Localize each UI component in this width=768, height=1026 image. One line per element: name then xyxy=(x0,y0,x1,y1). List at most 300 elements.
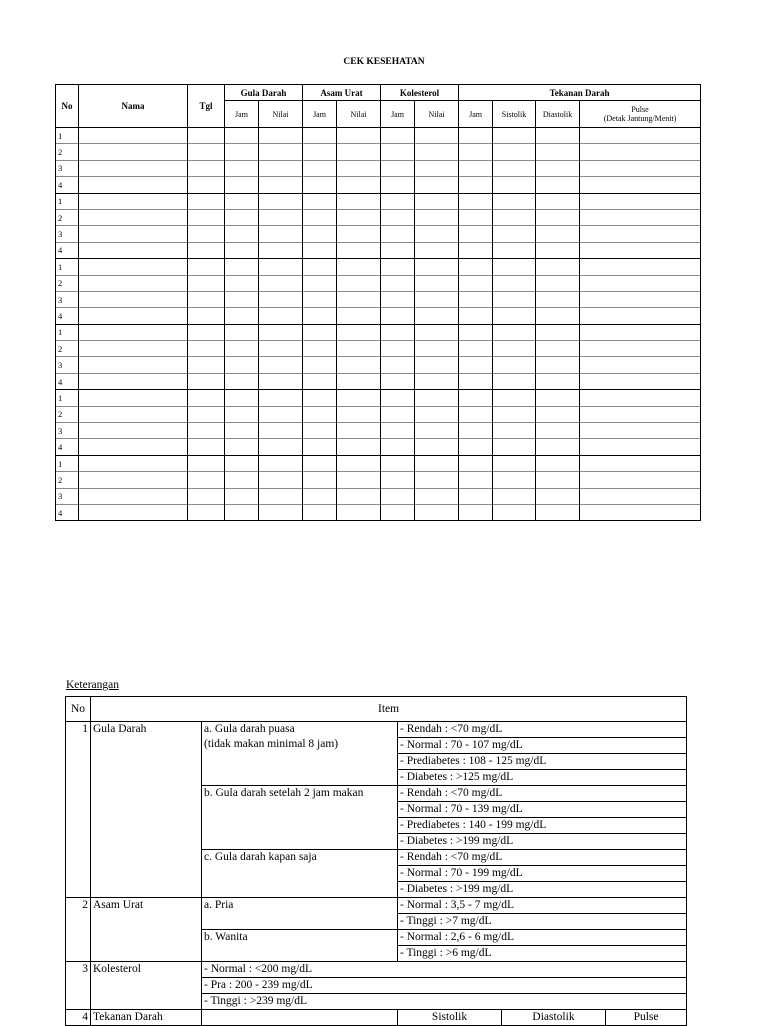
table-cell xyxy=(580,275,701,291)
table-cell xyxy=(381,291,415,307)
table-cell xyxy=(580,209,701,225)
ket-value: - Tinggi : >239 mg/dL xyxy=(202,994,687,1010)
table-cell xyxy=(79,209,188,225)
table-cell xyxy=(188,472,225,488)
table-cell xyxy=(580,472,701,488)
table-cell xyxy=(580,390,701,406)
table-cell xyxy=(303,324,337,340)
table-cell xyxy=(79,193,188,209)
table-row xyxy=(56,439,701,455)
ket-col-pulse: Pulse xyxy=(606,1010,687,1026)
table-cell xyxy=(259,128,303,144)
page-title: CEK KESEHATAN xyxy=(343,57,425,67)
row-number: 2 xyxy=(56,275,79,291)
table-cell xyxy=(337,275,381,291)
table-cell xyxy=(381,455,415,471)
table-cell xyxy=(303,259,337,275)
row-number: 2 xyxy=(56,406,79,422)
ket-name: Kolesterol xyxy=(91,962,202,1010)
subheader-jam: Jam xyxy=(303,101,337,128)
table-cell xyxy=(337,504,381,520)
table-cell xyxy=(580,177,701,193)
table-cell xyxy=(415,177,459,193)
table-cell xyxy=(536,177,580,193)
table-cell xyxy=(225,160,259,176)
table-cell xyxy=(459,308,493,324)
table-cell xyxy=(225,504,259,520)
table-cell xyxy=(188,275,225,291)
table-cell xyxy=(580,308,701,324)
subheader-sistolik: Sistolik xyxy=(493,101,536,128)
table-cell xyxy=(259,160,303,176)
ket-value: - Tinggi : >7 mg/dL xyxy=(398,914,687,930)
subheader-nilai: Nilai xyxy=(415,101,459,128)
table-cell xyxy=(337,259,381,275)
table-row xyxy=(56,242,701,258)
table-cell xyxy=(303,128,337,144)
header-nama: Nama xyxy=(79,85,188,128)
table-cell xyxy=(188,488,225,504)
ket-value: - Tinggi : >6 mg/dL xyxy=(398,946,687,962)
table-cell xyxy=(536,209,580,225)
table-cell xyxy=(580,226,701,242)
table-row xyxy=(56,472,701,488)
table-cell xyxy=(188,357,225,373)
table-cell xyxy=(580,423,701,439)
table-cell xyxy=(79,406,188,422)
table-cell xyxy=(337,144,381,160)
table-cell xyxy=(493,373,536,389)
table-cell xyxy=(493,128,536,144)
table-cell xyxy=(536,226,580,242)
table-cell xyxy=(536,275,580,291)
table-cell xyxy=(493,177,536,193)
keterangan-label: Keterangan xyxy=(66,679,119,691)
table-cell xyxy=(459,373,493,389)
ket-col-sistolik: Sistolik xyxy=(398,1010,502,1026)
table-cell xyxy=(225,324,259,340)
table-cell xyxy=(303,226,337,242)
table-cell xyxy=(259,193,303,209)
table-cell xyxy=(536,423,580,439)
table-cell xyxy=(415,324,459,340)
table-cell xyxy=(225,341,259,357)
table-cell xyxy=(225,291,259,307)
table-cell xyxy=(459,390,493,406)
table-cell xyxy=(536,390,580,406)
table-row xyxy=(56,291,701,307)
table-row xyxy=(56,259,701,275)
table-cell xyxy=(415,259,459,275)
row-number: 3 xyxy=(56,423,79,439)
health-check-table xyxy=(55,84,701,521)
table-cell xyxy=(459,504,493,520)
table-row xyxy=(56,177,701,193)
table-cell xyxy=(493,439,536,455)
table-row xyxy=(56,193,701,209)
table-cell xyxy=(381,504,415,520)
table-cell xyxy=(188,177,225,193)
row-number: 3 xyxy=(56,160,79,176)
table-cell xyxy=(303,177,337,193)
table-cell xyxy=(536,259,580,275)
table-cell xyxy=(303,193,337,209)
ket-value: - Diabetes : >199 mg/dL xyxy=(398,882,687,898)
table-cell xyxy=(79,357,188,373)
table-cell xyxy=(493,406,536,422)
ket-header-no: No xyxy=(66,697,91,722)
table-cell xyxy=(536,472,580,488)
table-cell xyxy=(415,455,459,471)
table-cell xyxy=(493,259,536,275)
table-cell xyxy=(536,341,580,357)
table-cell xyxy=(303,472,337,488)
table-cell xyxy=(493,488,536,504)
row-number: 1 xyxy=(56,259,79,275)
table-cell xyxy=(580,291,701,307)
ket-name: Tekanan Darah xyxy=(91,1010,202,1026)
table-cell xyxy=(381,488,415,504)
table-cell xyxy=(415,439,459,455)
table-cell xyxy=(79,488,188,504)
table-cell xyxy=(225,177,259,193)
row-number: 1 xyxy=(56,455,79,471)
row-number: 3 xyxy=(56,291,79,307)
ket-value: - Normal : 70 - 139 mg/dL xyxy=(398,802,687,818)
table-cell xyxy=(303,144,337,160)
table-cell xyxy=(415,423,459,439)
table-cell xyxy=(337,193,381,209)
row-number: 4 xyxy=(56,439,79,455)
table-cell xyxy=(415,160,459,176)
table-cell xyxy=(459,324,493,340)
table-row xyxy=(56,144,701,160)
table-cell xyxy=(303,341,337,357)
table-cell xyxy=(536,242,580,258)
table-cell xyxy=(337,488,381,504)
table-cell xyxy=(381,472,415,488)
table-cell xyxy=(259,439,303,455)
row-number: 4 xyxy=(56,177,79,193)
table-cell xyxy=(580,160,701,176)
table-cell xyxy=(188,341,225,357)
table-cell xyxy=(415,226,459,242)
table-cell xyxy=(493,308,536,324)
ket-value: - Normal : 3,5 - 7 mg/dL xyxy=(398,898,687,914)
table-cell xyxy=(225,488,259,504)
ket-sub: c. Gula darah kapan saja xyxy=(202,850,398,898)
table-cell xyxy=(303,439,337,455)
table-cell xyxy=(259,144,303,160)
table-cell xyxy=(79,226,188,242)
table-cell xyxy=(459,242,493,258)
table-cell xyxy=(79,341,188,357)
table-cell xyxy=(259,226,303,242)
table-cell xyxy=(79,423,188,439)
table-cell xyxy=(536,193,580,209)
table-cell xyxy=(580,144,701,160)
ket-col-diastolik: Diastolik xyxy=(502,1010,606,1026)
table-cell xyxy=(381,226,415,242)
table-cell xyxy=(225,439,259,455)
row-number: 3 xyxy=(56,357,79,373)
table-row xyxy=(56,390,701,406)
table-cell xyxy=(580,488,701,504)
table-cell xyxy=(79,128,188,144)
table-cell xyxy=(79,291,188,307)
table-cell xyxy=(415,373,459,389)
ket-value: - Prediabetes : 140 - 199 mg/dL xyxy=(398,818,687,834)
table-cell xyxy=(303,373,337,389)
table-cell xyxy=(381,209,415,225)
table-cell xyxy=(259,406,303,422)
table-cell xyxy=(415,308,459,324)
table-cell xyxy=(79,455,188,471)
table-cell xyxy=(459,128,493,144)
table-cell xyxy=(303,242,337,258)
table-cell xyxy=(188,291,225,307)
table-body xyxy=(56,128,701,521)
subheader-jam: Jam xyxy=(225,101,259,128)
table-cell xyxy=(337,455,381,471)
table-cell xyxy=(188,144,225,160)
table-row xyxy=(56,504,701,520)
table-cell xyxy=(381,193,415,209)
table-cell xyxy=(337,128,381,144)
table-cell xyxy=(493,275,536,291)
table-cell xyxy=(536,308,580,324)
ket-value: - Rendah : <70 mg/dL xyxy=(398,786,687,802)
table-cell xyxy=(536,160,580,176)
table-cell xyxy=(188,455,225,471)
table-cell xyxy=(580,357,701,373)
table-cell xyxy=(79,144,188,160)
table-cell xyxy=(79,242,188,258)
table-cell xyxy=(337,390,381,406)
ket-name: Asam Urat xyxy=(91,898,202,962)
row-number: 4 xyxy=(56,308,79,324)
table-cell xyxy=(580,341,701,357)
table-cell xyxy=(259,291,303,307)
table-cell xyxy=(459,226,493,242)
table-cell xyxy=(381,160,415,176)
table-cell xyxy=(337,308,381,324)
table-cell xyxy=(259,259,303,275)
table-cell xyxy=(303,291,337,307)
table-cell xyxy=(188,128,225,144)
table-cell xyxy=(337,406,381,422)
table-cell xyxy=(381,423,415,439)
table-cell xyxy=(188,259,225,275)
row-number: 4 xyxy=(56,242,79,258)
table-cell xyxy=(259,357,303,373)
table-cell xyxy=(381,390,415,406)
table-cell xyxy=(303,308,337,324)
subheader-jam: Jam xyxy=(381,101,415,128)
pulse-sublabel: (Detak Jantung/Menit) xyxy=(603,114,677,123)
table-cell xyxy=(225,209,259,225)
table-cell xyxy=(337,209,381,225)
table-cell xyxy=(303,390,337,406)
table-cell xyxy=(337,177,381,193)
table-cell xyxy=(493,472,536,488)
table-cell xyxy=(415,357,459,373)
table-cell xyxy=(580,324,701,340)
table-cell xyxy=(188,160,225,176)
table-cell xyxy=(493,423,536,439)
table-cell xyxy=(580,128,701,144)
row-number: 1 xyxy=(56,390,79,406)
table-cell xyxy=(493,193,536,209)
table-cell xyxy=(580,373,701,389)
table-cell xyxy=(337,160,381,176)
header-no: No xyxy=(56,85,79,128)
table-cell xyxy=(79,259,188,275)
header-gula-darah: Gula Darah xyxy=(225,85,303,101)
table-cell xyxy=(259,275,303,291)
table-cell xyxy=(536,291,580,307)
table-cell xyxy=(79,160,188,176)
table-cell xyxy=(459,472,493,488)
table-cell xyxy=(459,406,493,422)
table-cell xyxy=(459,488,493,504)
table-cell xyxy=(188,390,225,406)
table-cell xyxy=(459,259,493,275)
ket-value: - Normal : 2,6 - 6 mg/dL xyxy=(398,930,687,946)
table-cell xyxy=(493,357,536,373)
table-cell xyxy=(225,406,259,422)
ket-value: - Normal : <200 mg/dL xyxy=(202,962,687,978)
table-cell xyxy=(188,373,225,389)
table-cell xyxy=(188,226,225,242)
table-cell xyxy=(536,406,580,422)
table-cell xyxy=(225,455,259,471)
table-row xyxy=(56,423,701,439)
ket-no: 4 xyxy=(66,1010,91,1026)
table-row xyxy=(56,455,701,471)
table-cell xyxy=(225,308,259,324)
table-cell xyxy=(381,144,415,160)
ket-value: - Normal : 70 - 199 mg/dL xyxy=(398,866,687,882)
table-cell xyxy=(337,373,381,389)
table-cell xyxy=(259,455,303,471)
row-number: 1 xyxy=(56,324,79,340)
table-cell xyxy=(79,504,188,520)
table-row xyxy=(56,373,701,389)
table-cell xyxy=(303,209,337,225)
row-number: 2 xyxy=(56,144,79,160)
table-cell xyxy=(493,504,536,520)
table-cell xyxy=(415,390,459,406)
table-cell xyxy=(225,144,259,160)
row-number: 3 xyxy=(56,488,79,504)
table-cell xyxy=(225,242,259,258)
table-cell xyxy=(337,291,381,307)
table-cell xyxy=(79,324,188,340)
table-cell xyxy=(415,144,459,160)
table-cell xyxy=(493,341,536,357)
table-cell xyxy=(79,373,188,389)
table-cell xyxy=(459,160,493,176)
table-cell xyxy=(259,341,303,357)
subheader-nilai: Nilai xyxy=(259,101,303,128)
table-cell xyxy=(337,226,381,242)
table-cell xyxy=(536,357,580,373)
ket-sub xyxy=(202,1010,398,1026)
table-cell xyxy=(459,423,493,439)
table-cell xyxy=(415,341,459,357)
ket-no: 3 xyxy=(66,962,91,1010)
table-cell xyxy=(259,373,303,389)
table-cell xyxy=(259,423,303,439)
table-cell xyxy=(225,259,259,275)
header-tgl: Tgl xyxy=(188,85,225,128)
table-cell xyxy=(303,357,337,373)
table-cell xyxy=(381,341,415,357)
table-cell xyxy=(580,455,701,471)
table-cell xyxy=(536,128,580,144)
table-cell xyxy=(381,242,415,258)
table-cell xyxy=(79,390,188,406)
header-kolesterol: Kolesterol xyxy=(381,85,459,101)
table-cell xyxy=(188,504,225,520)
table-cell xyxy=(415,488,459,504)
table-cell xyxy=(225,423,259,439)
table-cell xyxy=(459,341,493,357)
table-cell xyxy=(580,242,701,258)
table-cell xyxy=(381,275,415,291)
table-cell xyxy=(303,504,337,520)
table-cell xyxy=(415,128,459,144)
table-cell xyxy=(337,242,381,258)
table-cell xyxy=(259,504,303,520)
row-number: 3 xyxy=(56,226,79,242)
table-cell xyxy=(337,472,381,488)
table-cell xyxy=(303,423,337,439)
table-cell xyxy=(493,226,536,242)
table-cell xyxy=(580,504,701,520)
row-number: 1 xyxy=(56,193,79,209)
table-cell xyxy=(225,193,259,209)
ket-value: - Diabetes : >199 mg/dL xyxy=(398,834,687,850)
table-cell xyxy=(225,373,259,389)
table-cell xyxy=(225,390,259,406)
ket-sub: b. Wanita xyxy=(202,930,398,962)
table-cell xyxy=(536,144,580,160)
table-cell xyxy=(415,209,459,225)
table-cell xyxy=(459,193,493,209)
table-cell xyxy=(79,275,188,291)
ket-value: - Diabetes : >125 mg/dL xyxy=(398,770,687,786)
ket-value: - Normal : 70 - 107 mg/dL xyxy=(398,738,687,754)
ket-sub: b. Gula darah setelah 2 jam makan xyxy=(202,786,398,850)
table-cell xyxy=(188,423,225,439)
table-cell xyxy=(381,259,415,275)
row-number: 2 xyxy=(56,472,79,488)
table-cell xyxy=(493,242,536,258)
table-cell xyxy=(580,193,701,209)
table-cell xyxy=(536,324,580,340)
table-cell xyxy=(459,275,493,291)
table-row xyxy=(56,488,701,504)
table-cell xyxy=(259,390,303,406)
table-cell xyxy=(459,177,493,193)
row-number: 4 xyxy=(56,504,79,520)
ket-sub: a. Pria xyxy=(202,898,398,930)
row-number: 4 xyxy=(56,373,79,389)
table-cell xyxy=(303,160,337,176)
ket-header-item: Item xyxy=(91,697,687,722)
